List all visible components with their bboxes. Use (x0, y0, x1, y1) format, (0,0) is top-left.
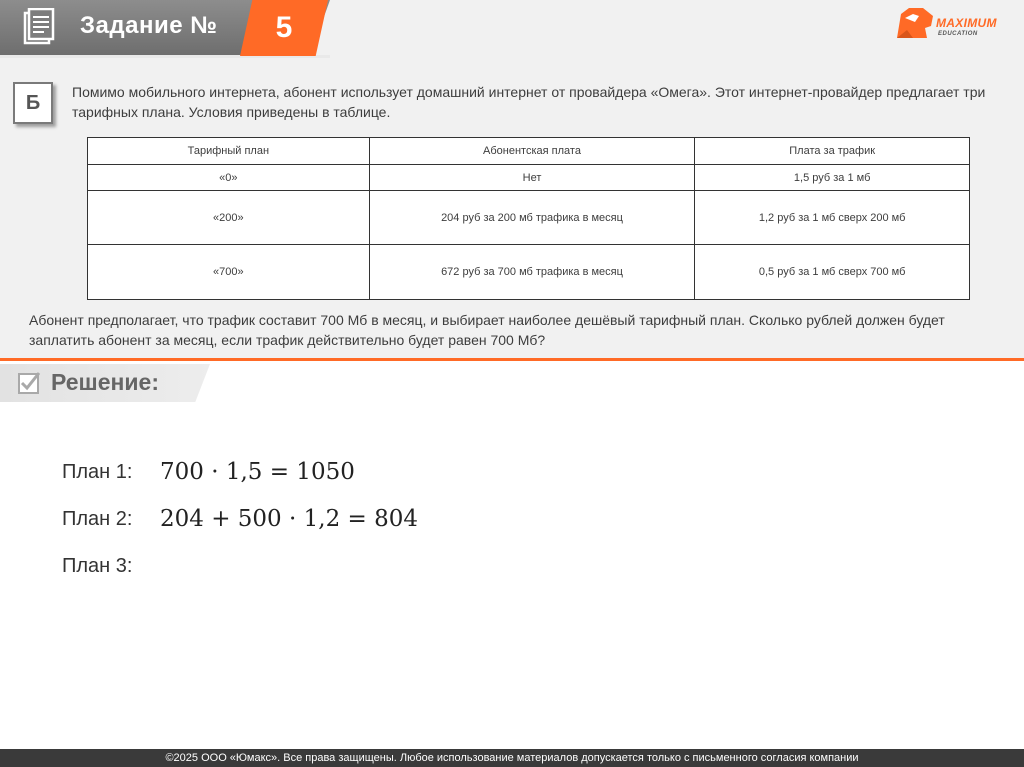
intro-text: Помимо мобильного интернета, абонент использует домашний интернет от провайдера «Омега». Этот интернет-провайдер предлагает три тарифных плана. Условия приведены в таблице. (72, 84, 986, 120)
checkbox-check-icon (17, 371, 41, 395)
solution-title: Решение: (51, 369, 160, 395)
table-cell: Нет (369, 165, 695, 191)
task-number: 5 (275, 11, 293, 44)
section-divider (0, 358, 1024, 361)
document-icon (22, 8, 56, 46)
table-cell: 672 руб за 700 мб трафика в месяц (369, 245, 695, 300)
table-cell: 0,5 руб за 1 мб сверх 700 мб (695, 245, 970, 300)
plan-2-formula: 204 + 500 · 1,2 = 804 (160, 506, 418, 532)
table-cell: «0» (88, 165, 370, 191)
table-cell: 204 руб за 200 мб трафика в месяц (369, 191, 695, 245)
section-letter: Б (13, 82, 53, 124)
table-cell: 1,5 руб за 1 мб (695, 165, 970, 191)
table-header: Тарифный план (88, 138, 370, 165)
plan-1-formula: 700 · 1,5 = 1050 (160, 459, 355, 485)
plan-2-label: План 2: (62, 508, 133, 530)
logo-subtext: EDUCATION (938, 31, 978, 37)
table-row (88, 245, 970, 300)
table-header-row (88, 138, 970, 165)
plan-3-label: План 3: (62, 555, 133, 577)
table-row (88, 165, 970, 191)
table-cell: 1,2 руб за 1 мб сверх 200 мб (695, 191, 970, 245)
table-row (88, 191, 970, 245)
table-header: Абонентская плата (369, 138, 695, 165)
question-text: Абонент предполагает, что трафик составит 700 Мб в месяц, и выбирает наиболее дешёвый тарифный план. Сколько рублей должен будет заплатить абонент за месяц, если трафик действительно будет равен 700 Мб? (29, 312, 945, 348)
copyright-footer: ©2025 ООО «Юмакс». Все права защищены. Любое использование материалов допускается только с письменного согласия компании (0, 749, 1024, 767)
task-title: Задание № (80, 12, 218, 39)
table-cell: «200» (88, 191, 370, 245)
logo-text: MAXIMUM (936, 16, 997, 30)
plan-1-label: План 1: (62, 461, 133, 483)
table-header: Плата за трафик (695, 138, 970, 165)
table-cell: «700» (88, 245, 370, 300)
tariff-table (87, 137, 970, 300)
